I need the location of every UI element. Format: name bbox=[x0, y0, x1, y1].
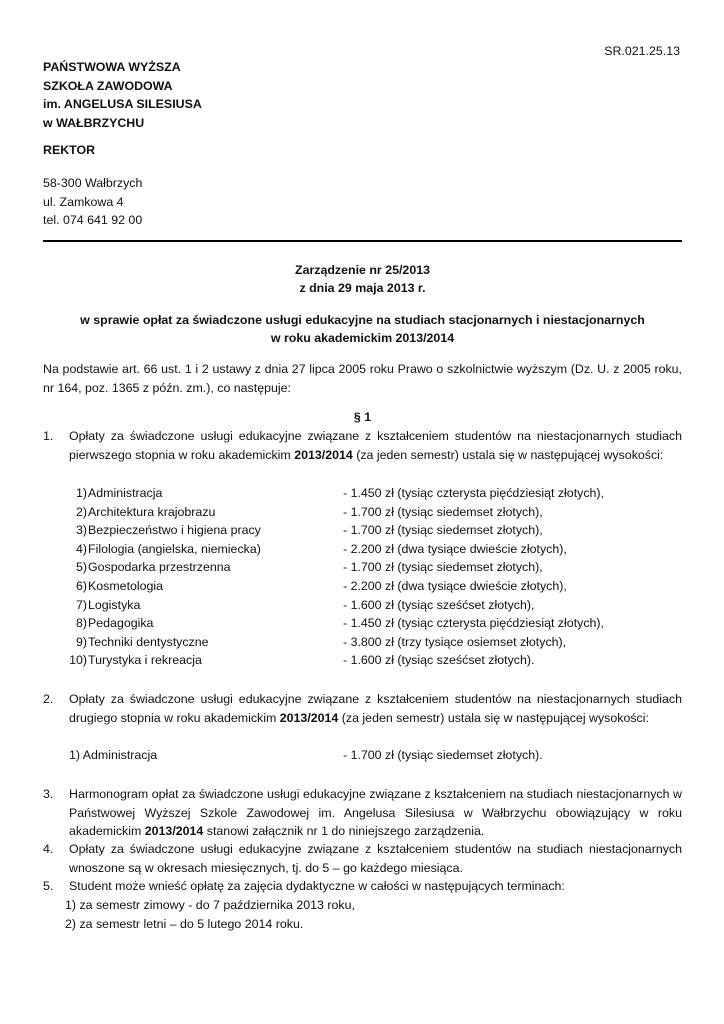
fee-amount: - 1.600 zł (tysiąc sześćset złotych), bbox=[343, 597, 535, 612]
fee-row-number: 6) bbox=[75, 579, 87, 593]
point-text-part: stanowi załącznik nr 1 do niniejszego zarządzenia. bbox=[203, 824, 485, 839]
fee-row-number: 2) bbox=[75, 504, 87, 519]
fee-amount: - 1.700 zł (tysiąc siedemset złotych). bbox=[343, 748, 543, 762]
point-number: 1. bbox=[43, 429, 54, 443]
address-line: tel. 074 641 92 00 bbox=[43, 213, 143, 228]
institution-line: SZKOŁA ZAWODOWA bbox=[43, 78, 173, 93]
point-2 bbox=[43, 690, 682, 727]
program-name: Filologia (angielska, niemiecka) bbox=[88, 541, 261, 556]
point-text-part: Opłaty za świadczone usługi edukacyjne związane z kształceniem studentów na niestacjonarnych studiach drugiego stopnia w roku akademickim bbox=[69, 692, 682, 725]
institution-line: PAŃSTWOWA WYŻSZA bbox=[43, 60, 181, 74]
point-text-part: (za jeden semestr) ustala się w następującej wysokości: bbox=[352, 447, 664, 462]
fee-row-number: 1) bbox=[75, 486, 87, 500]
header-divider bbox=[43, 240, 682, 242]
ordinance-date: z dnia 29 maja 2013 r. bbox=[299, 281, 426, 295]
fee-amount: - 1.450 zł (tysiąc czterysta pięćdziesiąt złotych), bbox=[343, 486, 604, 500]
document-reference-number: SR.021.25.13 bbox=[604, 44, 680, 58]
point-text bbox=[69, 785, 682, 841]
program-name: 1) Administracja bbox=[69, 748, 158, 762]
payment-term: 1) za semestr zimowy - do 7 października 2013 roku, bbox=[65, 898, 355, 912]
program-name: Techniki dentystyczne bbox=[88, 634, 209, 649]
point-number: 4. bbox=[43, 842, 54, 856]
point-text-part: (za jeden semestr) ustala się w następującej wysokości: bbox=[338, 710, 649, 725]
ordinance-number: Zarządzenie nr 25/2013 bbox=[295, 263, 430, 277]
rector-label: REKTOR bbox=[43, 143, 96, 157]
program-name: Gospodarka przestrzenna bbox=[88, 560, 231, 575]
payment-term: 2) za semestr letni – do 5 lutego 2014 roku. bbox=[65, 917, 304, 931]
fee-amount: - 1.700 zł (tysiąc siedemset złotych), bbox=[343, 560, 543, 575]
institution-line: im. ANGELUSA SILESIUSA bbox=[43, 97, 202, 112]
fee-row-number: 4) bbox=[75, 541, 87, 556]
institution-line: w WAŁBRZYCHU bbox=[43, 115, 145, 130]
point-text: Student może wnieść opłatę za zajęcia dydaktyczne w całości w następujących terminach: bbox=[69, 879, 565, 893]
program-name: Pedagogika bbox=[88, 616, 154, 631]
fee-row bbox=[65, 596, 665, 615]
ordinance-subject-year: w roku akademickim 2013/2014 bbox=[270, 331, 455, 345]
fee-amount: - 1.700 zł (tysiąc siedemset złotych), bbox=[343, 523, 543, 538]
fee-row bbox=[65, 540, 665, 559]
fee-row bbox=[65, 614, 665, 633]
program-name: Architektura krajobrazu bbox=[88, 504, 216, 519]
fee-row bbox=[65, 484, 665, 503]
fee-amount: - 3.800 zł (trzy tysiące osiemset złotych), bbox=[343, 634, 567, 649]
program-name: Kosmetologia bbox=[88, 579, 164, 593]
point-3 bbox=[43, 785, 682, 841]
academic-year: 2013/2014 bbox=[294, 447, 353, 462]
fee-row-number: 3) bbox=[75, 523, 87, 538]
address-line: 58-300 Wałbrzych bbox=[43, 176, 143, 190]
fee-row bbox=[65, 633, 665, 652]
point-text-part: Harmonogram opłat za świadczone usługi edukacyjne związane z kształceniem na studiach niestacjonarnych w Państwowej Wyższej Szkole Zawodowej im. Angelusa Silesiusa w Wałbrzychu obowiązujący w roku akademickim bbox=[69, 787, 682, 839]
fee-row-number: 10) bbox=[69, 653, 87, 668]
point-number: 3. bbox=[43, 787, 54, 801]
fee-row-number: 7) bbox=[75, 597, 87, 612]
point-text bbox=[69, 690, 682, 727]
fee-amount: - 2.200 zł (dwa tysiące dwieście złotych), bbox=[343, 579, 567, 593]
fee-amount: - 1.450 zł (tysiąc czterysta pięćdziesiąt złotych), bbox=[343, 616, 604, 631]
fee-amount: - 1.600 zł (tysiąc sześćset złotych). bbox=[343, 653, 535, 668]
point-text: Opłaty za świadczone usługi edukacyjne związane z kształceniem studentów na studiach niestacjonarnych wnoszone są w okresach miesięcznych, tj. do 5 – go każdego miesiąca. bbox=[69, 842, 682, 875]
ordinance-subject: w sprawie opłat za świadczone usługi edukacyjne na studiach stacjonarnych i niestacjonarnych bbox=[80, 313, 645, 327]
fee-row bbox=[65, 577, 665, 596]
academic-year: 2013/2014 bbox=[144, 824, 204, 839]
fee-row-number: 9) bbox=[75, 634, 87, 649]
fee-row-second-degree bbox=[69, 746, 669, 765]
fee-row bbox=[65, 521, 665, 540]
program-name: Logistyka bbox=[88, 597, 141, 612]
point-5 bbox=[43, 877, 682, 896]
point-number: 5. bbox=[43, 879, 54, 893]
point-text-part: Opłaty za świadczone usługi edukacyjne związane z kształceniem studentów na niestacjonarnych studiach pierwszego stopnia w roku akademickim bbox=[69, 429, 682, 462]
program-name: Turystyka i rekreacja bbox=[88, 653, 202, 668]
fee-row-number: 8) bbox=[75, 616, 87, 631]
fee-row bbox=[65, 651, 665, 670]
letterhead bbox=[43, 58, 202, 132]
point-1 bbox=[43, 427, 682, 464]
preamble: Na podstawie art. 66 ust. 1 i 2 ustawy z dnia 27 lipca 2005 roku Prawo o szkolnictwie wyższym (Dz. U. z 2005 roku, nr 164, poz. 1365 z późn. zm.), co następuje: bbox=[43, 362, 682, 395]
fee-row bbox=[65, 558, 665, 577]
academic-year: 2013/2014 bbox=[279, 710, 339, 725]
program-name: Bezpieczeństwo i higiena pracy bbox=[88, 523, 261, 538]
fee-amount: - 1.700 zł (tysiąc siedemset złotych), bbox=[343, 504, 543, 519]
point-4 bbox=[43, 840, 682, 877]
point-text bbox=[69, 427, 682, 464]
point-number: 2. bbox=[43, 692, 54, 706]
program-name: Administracja bbox=[88, 486, 163, 500]
fee-row bbox=[65, 503, 665, 522]
address-block bbox=[43, 174, 142, 230]
fee-row-number: 5) bbox=[75, 560, 87, 575]
fee-amount: - 2.200 zł (dwa tysiące dwieście złotych), bbox=[343, 541, 567, 556]
section-heading: § 1 bbox=[353, 410, 372, 424]
address-line: ul. Zamkowa 4 bbox=[43, 194, 124, 209]
